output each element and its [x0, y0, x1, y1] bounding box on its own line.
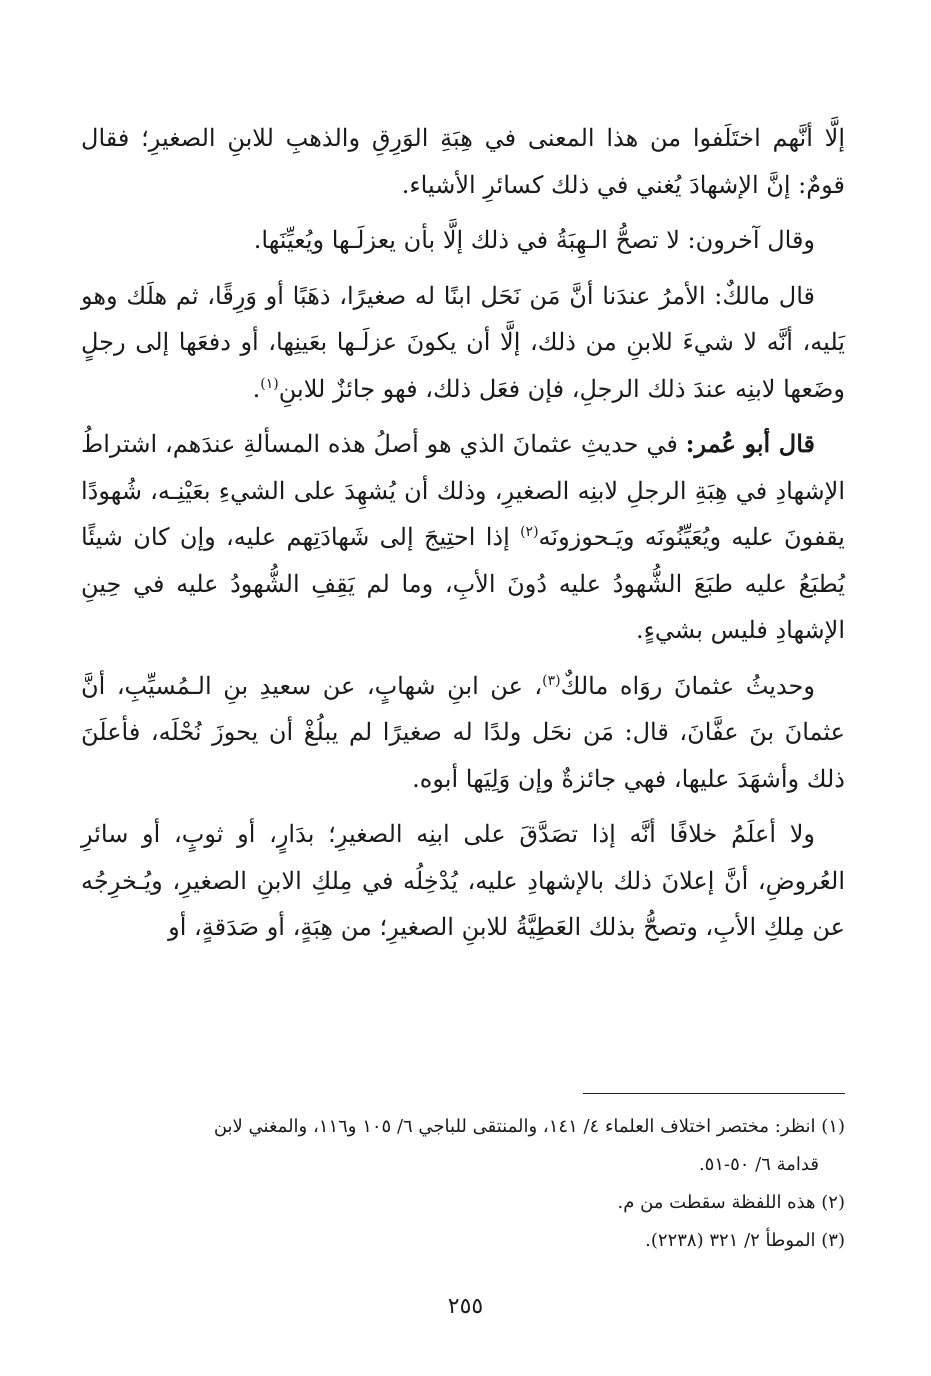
- footnote-3: (٣) الموطأ ٢/ ٣٢١ (٢٢٣٨).: [645, 1230, 845, 1251]
- footnotes: [81, 1108, 845, 1260]
- main-text: [81, 115, 845, 951]
- paragraph-4-text-a: في حديثِ عثمانَ الذي هو أصلُ هذه المسألةِ عندَهم، اشتراطُ الإشهادِ في هِبَةِ الرجلِ لابنِه الصغيرِ، وذلك أن يُشهِدَ على الشيءِ بعَيْنِـه، شُهودًا يقفونَ عليه ويُعَيِّنُونَه ويَـحوزونَه: [81, 430, 845, 551]
- footnote-divider: [583, 1093, 845, 1094]
- paragraph-4-lead: قال أبو عُمر:: [685, 429, 815, 458]
- paragraph-5-text-a: وحديثُ عثمانَ روَاه مالكٌ: [560, 671, 815, 700]
- footnote-2: (٢) هذه اللفظة سقطت من م.: [617, 1192, 845, 1213]
- paragraph-4: [81, 421, 845, 654]
- paragraph-4-text-b: إذا احتِيجَ إلى شَهادَتِهم عليه، وإن كان شيئًا يُطبَعُ عليه طبَعَ الشُّهودُ عليه دُونَ الأبِ، وما لم يَقِفِ الشُّهودُ عليه في حِينِ الإشهادِ فليس بشيءٍ.: [81, 523, 845, 644]
- page-number: ٢٥٥: [447, 1294, 484, 1319]
- footnote-1: (١) انظر: مختصر اختلاف العلماء ٤/ ١٤١، والمنتقى للباجي ٦/ ١٠٥ و١١٦، والمغني لابن: [213, 1116, 845, 1137]
- footnote-ref-1[interactable]: (١): [260, 375, 279, 392]
- paragraph-5: [81, 663, 845, 803]
- paragraph-6: ولا أعلَمُ خلافًا أنَّه إذا تصَدَّقَ على ابنِه الصغيرِ؛ بدَارٍ، أو ثوبٍ، أو سائرِ العُروضِ، أنَّ إعلانَ ذلك بالإشهادِ عليه، يُدْخِلُه في مِلكِ الابنِ الصغيرِ، ويُـخرِجُه عن مِلكِ الأبِ، وتصحُّ بذلك العَطِيَّةُ للابنِ الصغيرِ؛ من هِبَةٍ، أو صَدَقةٍ، أو: [81, 820, 845, 941]
- paragraph-3: [81, 273, 845, 413]
- footnote-ref-3[interactable]: (٣): [542, 672, 561, 689]
- paragraph-3-end: .: [252, 374, 261, 403]
- paragraph-2: وقال آخرون: لا تصحُّ الـهِبَةُ في ذلك إلَّا بأن يعزلَـها ويُعيِّنَها.: [253, 226, 815, 254]
- paragraph-3-text: قال مالكٌ: الأمرُ عندَنا أنَّ مَن نَحَل ابنًا له صغيرًا، ذهَبًا أو وَرِقًا، ثم هلَك وهو يَليه، أنَّه لا شيءَ للابنِ من ذلك، إلَّا أن يكونَ عزلَـها بعَينِها، أو دفعَها إلى رجلٍ وضَعها لابنِه عندَ ذلك الرجلِ، فإن فعَل ذلك، فهو جائزٌ للابنِ: [81, 281, 845, 403]
- paragraph-5-text-b: ، عن ابنِ شهابٍ، عن سعيدِ بنِ الـمُسيِّبِ، أنَّ عثمانَ بنَ عفَّانَ، قال: مَن نحَل ولدًا له صغيرًا لم يبلُغْ أن يحوزَ نُحْلَه، فأعلَنَ ذلك وأشهَدَ عليها، فهي جائزةٌ وإن وَلِيَها أبوه.: [81, 671, 845, 793]
- paragraph-1: إلَّا أنَّهم اختَلَفوا من هذا المعنى في هِبَةِ الوَرِقِ والذهبِ للابنِ الصغيرِ؛ فقال قومٌ: إنَّ الإشهادَ يُغني في ذلك كسائرِ الأشياء.: [81, 124, 845, 199]
- footnote-1-continuation: قدامة ٦/ ٥٠-٥١.: [698, 1154, 819, 1175]
- footnote-ref-2[interactable]: (٢): [520, 524, 539, 540]
